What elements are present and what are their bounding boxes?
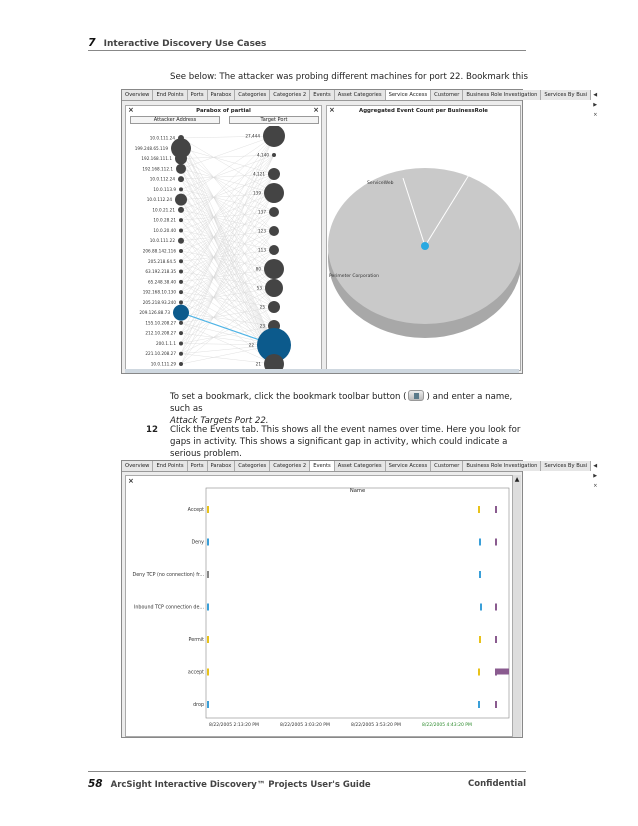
pie-label-serviceweb: ServiceWeb — [367, 181, 394, 186]
event-marker — [495, 636, 497, 643]
events-pane — [125, 475, 514, 737]
close-icon[interactable]: × — [128, 477, 134, 485]
event-marker — [207, 604, 209, 611]
attacker-node — [179, 352, 183, 356]
tab-service-access[interactable]: Service Access — [386, 461, 432, 471]
event-marker — [479, 539, 481, 546]
port-label: 80 — [255, 266, 261, 272]
chapter-title: Interactive Discovery Use Cases — [103, 39, 267, 49]
attacker-node — [175, 194, 187, 206]
port-label: 123 — [258, 228, 266, 234]
attacker-label: 65.248.38.40 — [148, 279, 176, 285]
attacker-node — [178, 238, 184, 244]
tab-business-role-investigation[interactable]: Business Role Investigation — [463, 90, 541, 100]
attacker-label: 10.0.112.24 — [146, 197, 172, 203]
port-node — [268, 168, 280, 180]
event-marker — [207, 539, 209, 546]
tab-asset-categories[interactable]: Asset Categories — [335, 461, 386, 471]
pie-label-perimeter: Perimeter Corporation — [329, 274, 379, 279]
port-node — [272, 153, 276, 157]
page-number: 58 — [88, 778, 103, 790]
scroll-up-icon[interactable]: ▲ — [514, 476, 520, 483]
chart-title: Name — [349, 488, 366, 494]
port-label: 22 — [248, 342, 254, 348]
attacker-label: 205.218.64.5 — [148, 258, 176, 264]
attacker-node — [179, 321, 183, 325]
port-node — [263, 126, 285, 147]
event-row-label: accept — [187, 670, 204, 676]
event-row-label: Accept — [187, 508, 204, 513]
port-node — [264, 183, 284, 203]
attacker-label: 10.0.112.24 — [149, 176, 175, 182]
event-marker — [207, 506, 209, 513]
tab-business-role-investigation[interactable]: Business Role Investigation — [463, 461, 541, 471]
tab-end-points[interactable]: End Points — [153, 461, 187, 471]
event-marker — [495, 701, 497, 708]
port-node — [265, 279, 283, 297]
guide-title: ArcSight Interactive Discovery™ Projects User's Guide — [110, 780, 371, 790]
port-node — [268, 301, 280, 313]
port-label: 23 — [259, 323, 265, 329]
attacker-node — [179, 280, 183, 284]
port-label: 21 — [255, 361, 261, 367]
connection-line — [181, 179, 274, 231]
event-marker — [207, 669, 209, 676]
port-node — [269, 207, 279, 217]
tab-categories[interactable]: Categories — [235, 461, 270, 471]
attacker-label: 10.0.113.9 — [153, 186, 176, 192]
attacker-label: 63.192.218.35 — [145, 269, 176, 275]
close-icon[interactable]: × — [128, 106, 134, 114]
attacker-node — [179, 270, 183, 274]
x-axis-label: 8/22/2005 2:13:20 PM — [209, 723, 259, 728]
attacker-node — [179, 300, 183, 304]
port-label: 25 — [259, 304, 265, 310]
event-marker — [207, 701, 209, 708]
attacker-node — [178, 176, 184, 182]
bookmark-text: ) and enter a name, such as — [170, 392, 513, 414]
tab-customer[interactable]: Customer — [431, 90, 463, 100]
pie-pane — [326, 105, 521, 371]
tab-scroll-arrows[interactable]: ◀ ▶ × — [593, 463, 598, 489]
screenshot-events — [121, 460, 598, 738]
event-marker — [478, 669, 480, 676]
pie-chart — [327, 118, 520, 368]
event-marker — [495, 506, 497, 513]
attacker-label: 206.88.142.116 — [142, 248, 176, 254]
event-marker — [479, 636, 481, 643]
event-marker — [207, 636, 209, 643]
event-row-label: Permit — [188, 638, 204, 643]
attacker-node — [175, 153, 187, 165]
attacker-node — [178, 207, 184, 213]
tab-events[interactable]: Events — [310, 90, 335, 100]
parabox-title: Parabox of partial — [196, 108, 251, 114]
attacker-label: 212.10.208.27 — [145, 330, 176, 336]
attacker-label: 10.0.28.21 — [153, 217, 176, 223]
attacker-label: 10.0.111.29 — [150, 361, 176, 367]
tab-categories-2[interactable]: Categories 2 — [270, 90, 310, 100]
attacker-node — [179, 259, 183, 263]
port-node — [264, 259, 284, 279]
bookmark-name: Attack Targets Port 22. — [170, 416, 269, 426]
attacker-node — [173, 305, 189, 321]
screenshot-service-access — [121, 89, 598, 374]
port-label: 4,121 — [253, 171, 265, 177]
tab-customer[interactable]: Customer — [431, 461, 463, 471]
attacker-label: 199.248.65.119 — [134, 145, 168, 151]
event-marker — [495, 604, 497, 611]
tab-services-by-busi[interactable]: Services By Busi — [541, 461, 591, 471]
connection-line — [181, 251, 274, 345]
event-marker — [480, 604, 482, 611]
bookmark-icon — [408, 390, 424, 401]
pie-center-marker — [421, 242, 429, 250]
port-label: 27,444 — [245, 133, 260, 139]
tab-events[interactable]: Events — [310, 461, 335, 471]
port-label: 139 — [253, 190, 261, 196]
tab-categories[interactable]: Categories — [235, 90, 270, 100]
page-header — [88, 36, 266, 49]
plot-area — [206, 488, 509, 718]
tab-overview[interactable]: Overview — [122, 90, 153, 100]
event-marker — [478, 701, 480, 708]
step-text: Click the Events tab. This shows all the event names over time. Here you look for gaps in activity. This shows a significant gap in activity, which could indicate a serious problem. — [170, 425, 521, 459]
event-marker — [497, 669, 509, 675]
footer-rule — [88, 771, 526, 772]
attacker-label: 200.1.1.1 — [156, 340, 176, 346]
port-label: 113 — [258, 247, 266, 253]
tab-bar — [122, 461, 598, 489]
attacker-node — [179, 228, 183, 232]
tab-end-points[interactable]: End Points — [153, 90, 187, 100]
intro-paragraph: See below: The attacker was probing different machines for port 22. Bookmark this — [170, 72, 528, 82]
attacker-node — [179, 341, 183, 345]
page-footer — [88, 778, 526, 790]
step-number: 12 — [146, 425, 158, 435]
attacker-label: 155.10.208.27 — [145, 320, 176, 326]
attacker-node — [179, 331, 183, 335]
header-rule — [88, 50, 526, 51]
vertical-scrollbar[interactable] — [512, 475, 521, 737]
attacker-node — [176, 164, 186, 174]
attacker-label: 10.0.20.40 — [153, 227, 176, 233]
port-label: 4,140 — [257, 152, 269, 158]
port-label: 53 — [256, 285, 262, 291]
attacker-node — [179, 218, 183, 222]
parabox-pane — [125, 105, 322, 371]
event-marker — [478, 506, 480, 513]
attacker-label: 10.0.21.21 — [152, 207, 175, 213]
port-label: 137 — [258, 209, 266, 215]
splitter-bar[interactable] — [125, 369, 519, 373]
tab-service-access[interactable]: Service Access — [386, 90, 432, 100]
parabox-plot — [126, 126, 321, 370]
event-row-label: Deny — [191, 540, 204, 546]
tab-parabox[interactable]: Parabox — [208, 461, 236, 471]
attacker-node — [179, 249, 183, 253]
tab-ports[interactable]: Ports — [188, 90, 208, 100]
x-axis-label: 8/22/2005 3:03:20 PM — [280, 723, 330, 728]
tab-scroll-arrows[interactable]: ◀ ▶ × — [593, 92, 598, 118]
attacker-address-header[interactable]: Attacker Address — [130, 116, 220, 124]
pie-title: Aggregated Event Count per BusinessRole — [359, 108, 488, 114]
connection-line — [181, 138, 274, 193]
tab-asset-categories[interactable]: Asset Categories — [335, 90, 386, 100]
attacker-label: 10.0.111.22 — [149, 238, 175, 244]
attacker-label: 10.0.111.24 — [149, 135, 175, 141]
port-node — [269, 226, 279, 236]
attacker-label: 205.218.93.240 — [142, 299, 176, 305]
close-icon[interactable]: × — [329, 106, 335, 114]
attacker-label: 192.168.112.1 — [142, 166, 173, 172]
tab-categories-2[interactable]: Categories 2 — [270, 461, 310, 471]
event-marker — [495, 669, 497, 676]
attacker-node — [179, 290, 183, 294]
event-row-label: Deny TCP (no connection) fr... — [132, 573, 204, 578]
event-marker — [479, 571, 481, 578]
tab-overview[interactable]: Overview — [122, 461, 153, 471]
events-chart — [126, 476, 513, 736]
attacker-label: 209.126.88.73 — [139, 310, 170, 316]
close-icon[interactable]: × — [313, 106, 319, 114]
attacker-label: 192.168.10.130 — [142, 289, 176, 295]
step-12-paragraph — [146, 424, 532, 460]
x-axis-label: 8/22/2005 3:53:20 PM — [351, 723, 401, 728]
tab-services-by-busi[interactable]: Services By Busi — [541, 90, 591, 100]
event-marker — [495, 539, 497, 546]
tab-ports[interactable]: Ports — [188, 461, 208, 471]
attacker-node — [179, 187, 183, 191]
target-port-header[interactable]: Target Port — [229, 116, 319, 124]
chapter-number: 7 — [88, 36, 96, 49]
event-row-label: Inbound TCP connection de... — [133, 605, 204, 611]
event-marker — [207, 571, 209, 578]
confidential-label: Confidential — [468, 779, 526, 789]
port-node — [269, 245, 279, 255]
event-row-label: drop — [193, 703, 204, 708]
bookmark-paragraph — [170, 390, 530, 427]
attacker-node — [179, 362, 183, 366]
bookmark-text: To set a bookmark, click the bookmark toolbar button ( — [170, 392, 407, 402]
tab-parabox[interactable]: Parabox — [208, 90, 236, 100]
x-axis-label: 8/22/2005 4:43:20 PM — [422, 723, 472, 728]
attacker-label: 221.10.208.27 — [145, 351, 176, 357]
attacker-label: 192.168.111.1 — [141, 156, 172, 162]
